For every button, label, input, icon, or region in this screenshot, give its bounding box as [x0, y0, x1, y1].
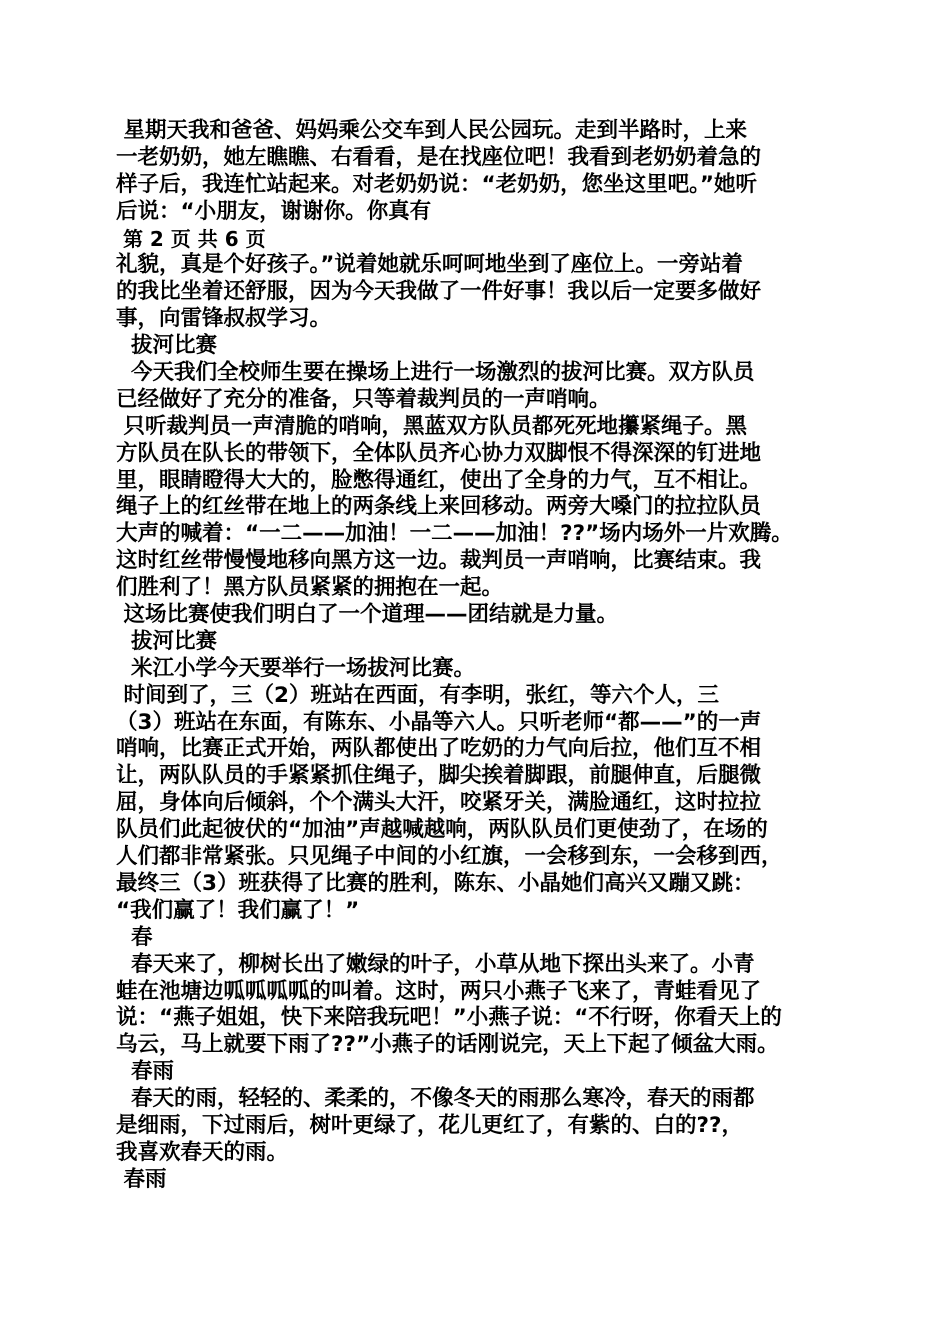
text-line: 已经做好了充分的准备，只等着裁判员的一声哨响。: [116, 386, 611, 412]
text-line: 蛙在池塘边呱呱呱呱的叫着。这时，两只小燕子飞来了，青蛙看见了: [116, 978, 762, 1004]
text-line: 人们都非常紧张。只见绳子中间的小红旗，一会移到东，一会移到西，: [116, 844, 783, 870]
text-line: 后说：“小朋友，谢谢你。你真有: [116, 198, 432, 224]
text-line: 米江小学今天要举行一场拔河比赛。: [116, 655, 475, 681]
text-line: “我们赢了！我们赢了！”: [116, 897, 360, 923]
section-title: 春雨: [116, 1059, 174, 1085]
text-line: 星期天我和爸爸、妈妈乘公交车到人民公园玩。走到半路时，上来: [116, 118, 747, 143]
text-line: 事，向雷锋叔叔学习。: [116, 306, 332, 332]
text-line: 是细雨，下过雨后，树叶更绿了，花儿更红了，有紫的、白的??，: [116, 1112, 743, 1138]
section-title: 拔河比赛: [116, 333, 217, 359]
text-line: 让，两队队员的手紧紧抓住绳子，脚尖挨着脚跟，前腿伸直，后腿微: [116, 763, 762, 789]
text-line: 只听裁判员一声清脆的哨响，黑蓝双方队员都死死地攥紧绳子。黑: [116, 413, 747, 439]
text-line: 哨响，比赛正式开始，两队都使出了吃奶的力气向后拉，他们互不相: [116, 736, 762, 762]
text-line: （3）班站在东面，有陈东、小晶等六人。只听老师“都——”的一声: [116, 709, 762, 735]
text-line: 屈，身体向后倾斜，个个满头大汗，咬紧牙关，满脸通红，这时拉拉: [116, 790, 762, 816]
text-line: 大声的喊着：“一二——加油！一二——加油！??”场内场外一片欢腾。: [116, 521, 793, 547]
text-line: 里，眼睛瞪得大大的，脸憋得通红，使出了全身的力气，互不相让。: [116, 467, 762, 493]
page-footer: 第 2 页 共 6 页: [116, 226, 266, 251]
text-line: 说：“燕子姐姐，快下来陪我玩吧！”小燕子说：“不行呀，你看天上的: [116, 1005, 782, 1031]
text-line: 最终三（3）班获得了比赛的胜利，陈东、小晶她们高兴又蹦又跳：: [116, 870, 755, 896]
text-line: 绳子上的红丝带在地上的两条线上来回移动。两旁大嗓门的拉拉队员: [116, 494, 762, 520]
section-title: 春: [116, 924, 153, 950]
text-line: 方队员在队长的带领下，全体队员齐心协力双脚恨不得深深的钉进地: [116, 440, 762, 466]
text-line: 春天来了，柳树长出了嫩绿的叶子，小草从地下探出头来了。小青: [116, 951, 755, 977]
section-title: 春雨: [116, 1166, 167, 1192]
body-text: [116, 118, 856, 1194]
text-line: 我喜欢春天的雨。: [116, 1139, 289, 1165]
text-line: 春天的雨，轻轻的、柔柔的，不像冬天的雨那么寒冷，春天的雨都: [116, 1086, 755, 1112]
text-line: 乌云，马上就要下雨了??”小燕子的话刚说完，天上下起了倾盆大雨。: [116, 1032, 779, 1058]
text-line: 这时红丝带慢慢地移向黑方这一边。裁判员一声哨响，比赛结束。我: [116, 548, 762, 574]
text-line: 队员们此起彼伏的“加油”声越喊越响，两队队员们更使劲了，在场的: [116, 817, 768, 843]
text-line: 时间到了，三（2）班站在西面，有李明，张红，等六个人，三: [116, 682, 719, 708]
text-line: 今天我们全校师生要在操场上进行一场激烈的拔河比赛。双方队员: [116, 360, 755, 386]
text-line: 样子后，我连忙站起来。对老奶奶说：“老奶奶，您坐这里吧。”她听: [116, 171, 758, 197]
section-title: 拔河比赛: [116, 628, 217, 654]
text-line: 们胜利了！黑方队员紧紧的拥抱在一起。: [116, 575, 504, 601]
text-line: 一老奶奶，她左瞧瞧、右看看，是在找座位吧！我看到老奶奶着急的: [116, 144, 762, 170]
text-line: 的我比坐着还舒服，因为今天我做了一件好事！我以后一定要多做好: [116, 279, 762, 305]
text-line: 这场比赛使我们明白了一个道理——团结就是力量。: [116, 602, 618, 628]
text-line: 礼貌，真是个好孩子。”说着她就乐呵呵地坐到了座位上。一旁站着: [116, 252, 743, 278]
